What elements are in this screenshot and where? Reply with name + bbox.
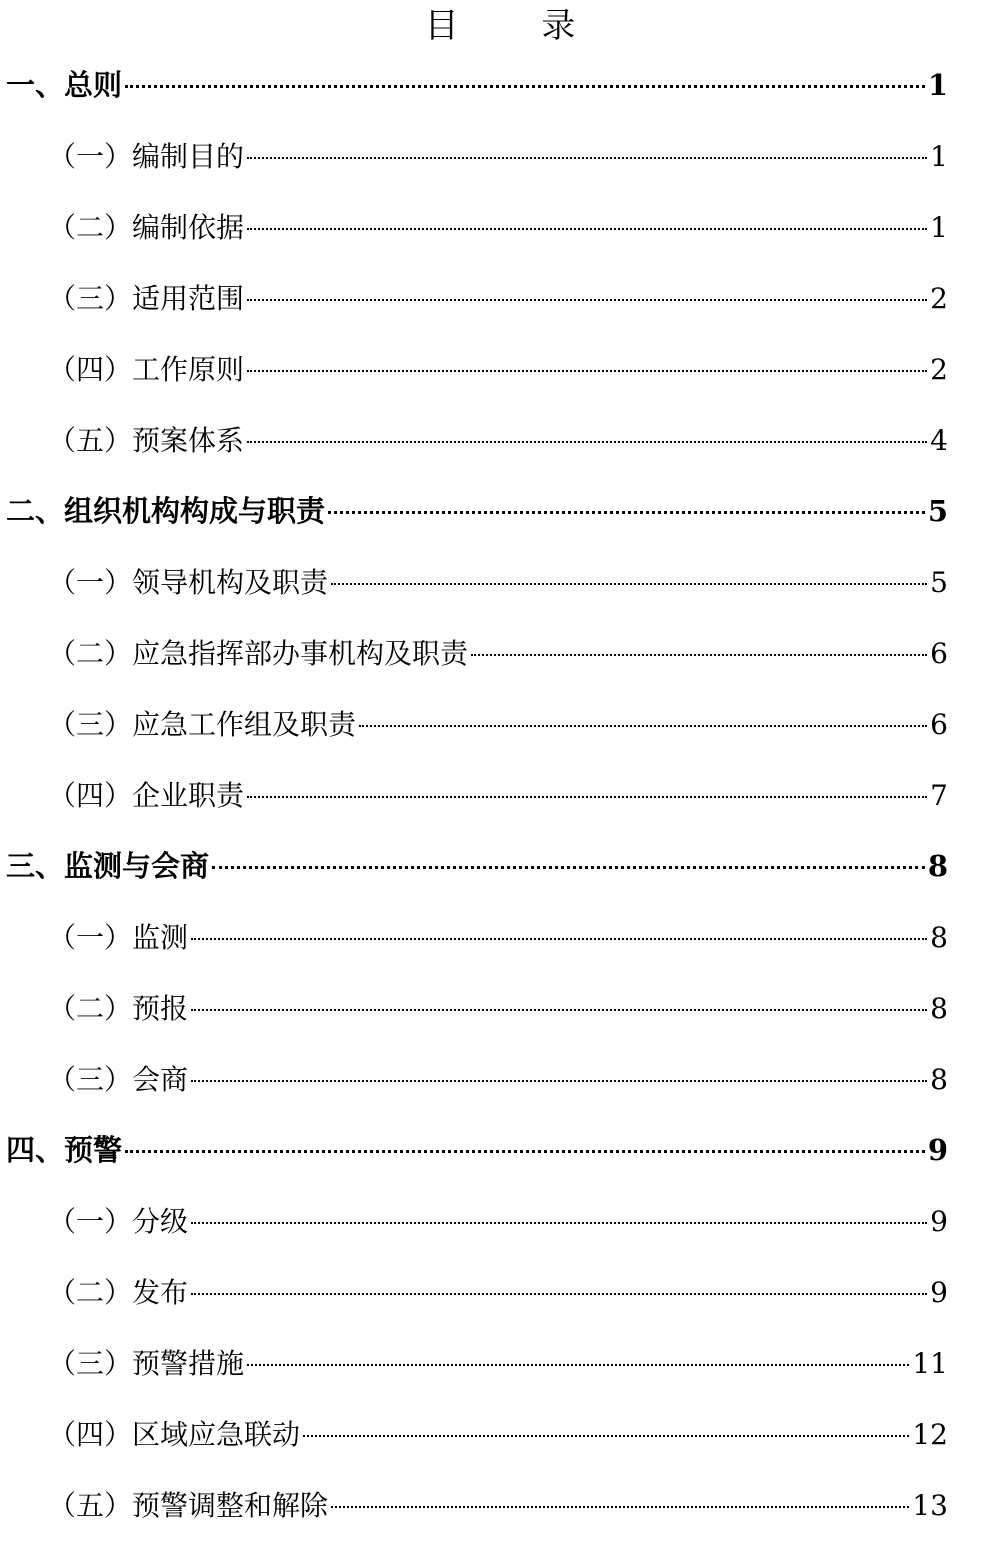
toc-page-number: 6: [930, 708, 948, 741]
toc-chapter-entry[interactable]: [0, 831, 1000, 902]
toc-page-number: 9: [930, 1205, 948, 1238]
toc-page-number: 9: [930, 1276, 948, 1309]
dot-leader: [125, 85, 925, 88]
toc-page-number: 1: [930, 211, 948, 244]
toc-section-entry[interactable]: [0, 263, 1000, 334]
toc-entry-title: （五）预案体系: [48, 424, 245, 457]
toc-entry-title: 一、总则: [6, 68, 123, 102]
toc-page-number: 2: [930, 353, 948, 386]
toc-page-number: 4: [930, 424, 948, 457]
dot-leader: [191, 1293, 927, 1295]
toc-section-entry[interactable]: [0, 192, 1000, 263]
toc-page-number: 6: [930, 637, 948, 670]
toc-section-entry[interactable]: [0, 334, 1000, 405]
toc-entry-title: （三）应急工作组及职责: [48, 708, 357, 741]
toc-section-entry[interactable]: [0, 1328, 1000, 1399]
dot-leader: [247, 1364, 909, 1366]
toc-entry-title: （二）编制依据: [48, 211, 245, 244]
dot-leader: [191, 1222, 927, 1224]
toc-chapter-entry[interactable]: [0, 50, 1000, 121]
toc-page-number: 5: [930, 566, 948, 599]
dot-leader: [328, 511, 925, 514]
toc-page-number: 1: [927, 68, 948, 102]
toc-page-number: 1: [930, 140, 948, 173]
toc-section-entry[interactable]: [0, 760, 1000, 831]
toc-page-number: 5: [927, 494, 948, 528]
toc-section-entry[interactable]: [0, 1399, 1000, 1470]
dot-leader: [303, 1435, 909, 1437]
toc-entry-title: （五）预警调整和解除: [48, 1489, 329, 1522]
toc-section-entry[interactable]: [0, 547, 1000, 618]
toc-entry-title: （一）编制目的: [48, 140, 245, 173]
toc-page-number: 12: [912, 1418, 948, 1451]
toc-page-number: 8: [930, 992, 948, 1025]
toc-section-entry[interactable]: [0, 902, 1000, 973]
toc-entry-title: （二）预报: [48, 992, 189, 1025]
dot-leader: [331, 1506, 909, 1508]
toc-section-entry[interactable]: [0, 1186, 1000, 1257]
toc-list: [0, 50, 1000, 1541]
toc-entry-title: （四）区域应急联动: [48, 1418, 301, 1451]
toc-page-number: 8: [930, 1063, 948, 1096]
toc-page-number: 7: [930, 779, 948, 812]
toc-entry-title: 四、预警: [6, 1133, 123, 1167]
dot-leader: [212, 866, 925, 869]
dot-leader: [331, 583, 927, 585]
toc-entry-title: （三）适用范围: [48, 282, 245, 315]
dot-leader: [247, 441, 927, 443]
toc-page-number: 11: [912, 1347, 948, 1380]
dot-leader: [247, 228, 927, 230]
toc-entry-title: 三、监测与会商: [6, 849, 210, 883]
toc-section-entry[interactable]: [0, 689, 1000, 760]
toc-page-number: 9: [927, 1133, 948, 1167]
toc-entry-title: （一）监测: [48, 921, 189, 954]
dot-leader: [191, 938, 927, 940]
toc-section-entry[interactable]: [0, 1470, 1000, 1541]
dot-leader: [191, 1080, 927, 1082]
toc-section-entry[interactable]: [0, 1044, 1000, 1115]
toc-entry-title: （一）领导机构及职责: [48, 566, 329, 599]
dot-leader: [359, 725, 927, 727]
toc-chapter-entry[interactable]: [0, 1115, 1000, 1186]
toc-title: 目 录: [424, 6, 612, 46]
dot-leader: [125, 1150, 925, 1153]
toc-section-entry[interactable]: [0, 973, 1000, 1044]
dot-leader: [247, 796, 927, 798]
toc-entry-title: （四）企业职责: [48, 779, 245, 812]
toc-section-entry[interactable]: [0, 618, 1000, 689]
toc-page-number: 8: [927, 849, 948, 883]
dot-leader: [471, 654, 927, 656]
toc-section-entry[interactable]: [0, 405, 1000, 476]
toc-entry-title: （三）预警措施: [48, 1347, 245, 1380]
dot-leader: [247, 299, 927, 301]
toc-section-entry[interactable]: [0, 1257, 1000, 1328]
toc-entry-title: 二、组织机构构成与职责: [6, 494, 326, 528]
toc-entry-title: （一）分级: [48, 1205, 189, 1238]
toc-entry-title: （二）发布: [48, 1276, 189, 1309]
dot-leader: [247, 370, 927, 372]
dot-leader: [247, 157, 927, 159]
toc-section-entry[interactable]: [0, 121, 1000, 192]
toc-entry-title: （三）会商: [48, 1063, 189, 1096]
dot-leader: [191, 1009, 927, 1011]
toc-page-number: 2: [930, 282, 948, 315]
toc-chapter-entry[interactable]: [0, 476, 1000, 547]
toc-entry-title: （二）应急指挥部办事机构及职责: [48, 637, 469, 670]
toc-page-number: 13: [912, 1489, 948, 1522]
toc-page-number: 8: [930, 921, 948, 954]
toc-entry-title: （四）工作原则: [48, 353, 245, 386]
